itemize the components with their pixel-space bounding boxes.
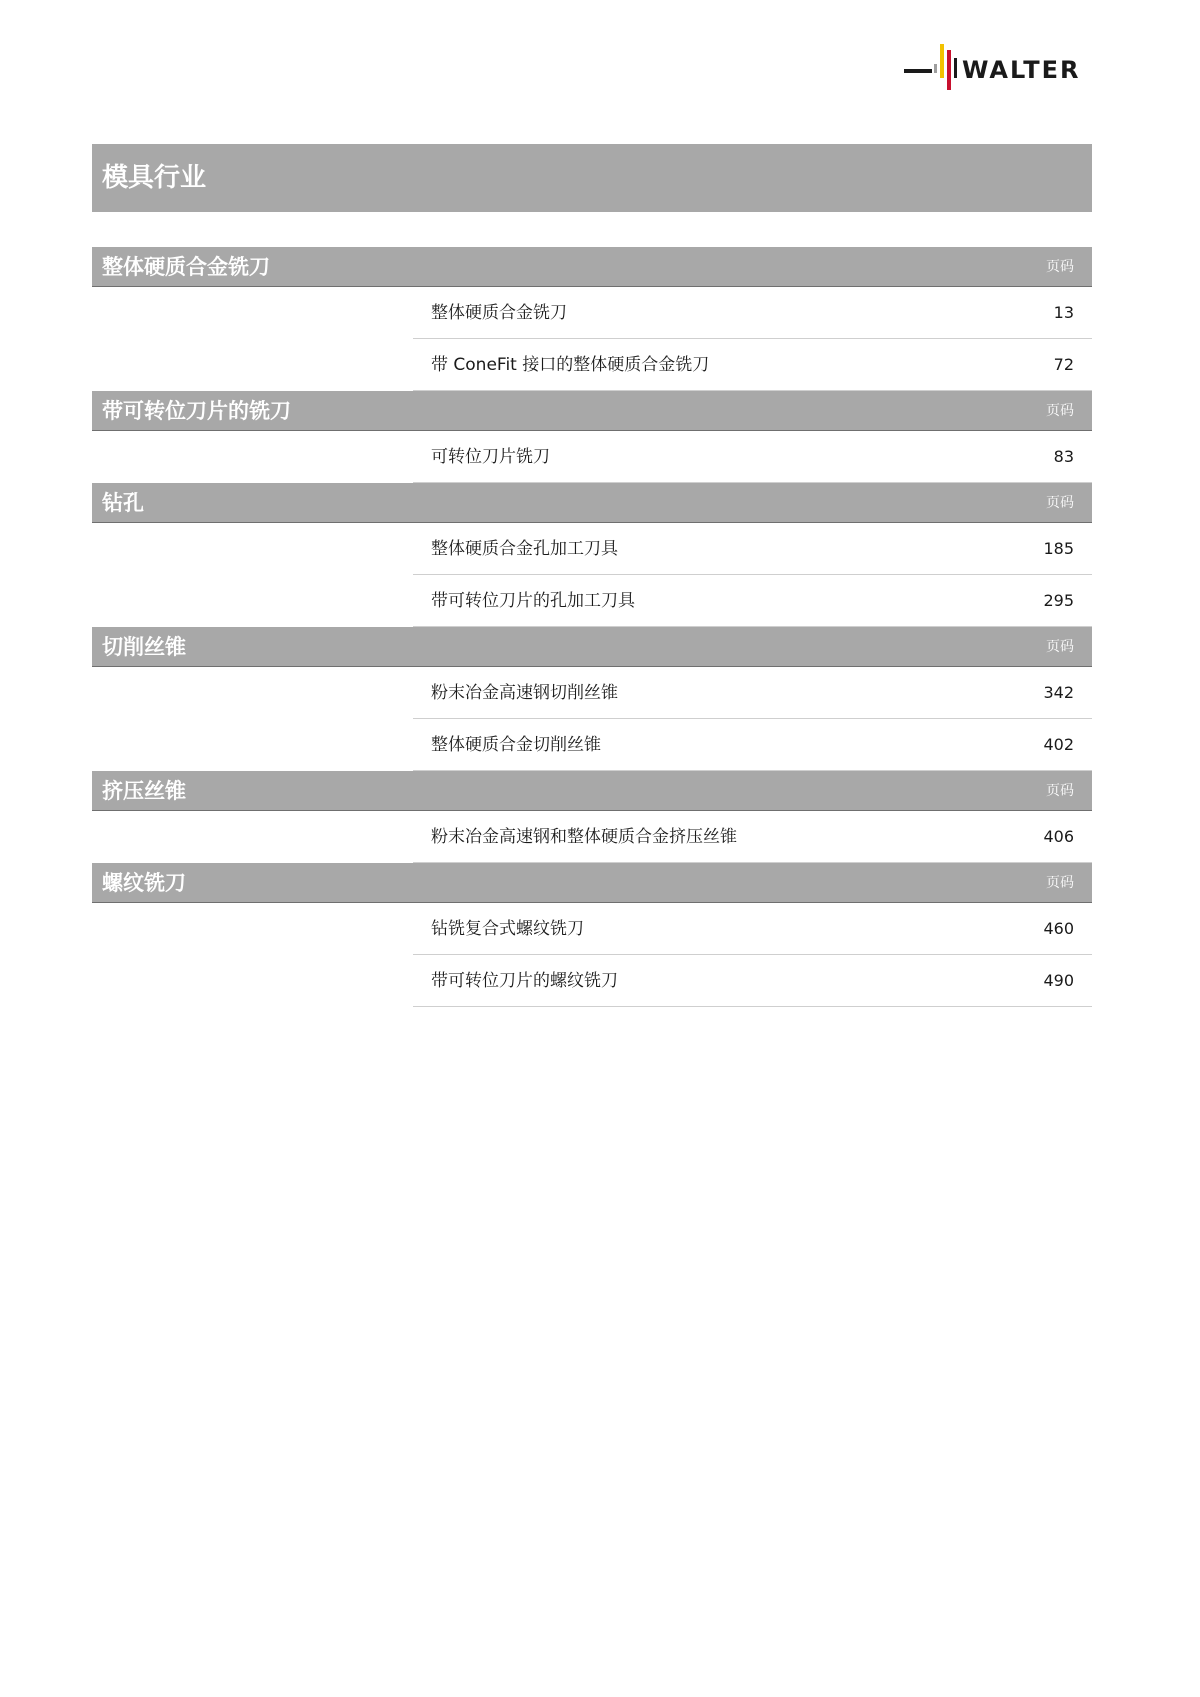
section-header [92, 863, 1092, 903]
entry-label: 带可转位刀片的孔加工刀具 [431, 591, 635, 611]
entry-label: 整体硬质合金铣刀 [431, 303, 567, 323]
entry-label: 粉末冶金高速钢切削丝锥 [431, 683, 618, 703]
entry-page-number: 295 [1043, 591, 1074, 610]
entry-page-number: 406 [1043, 827, 1074, 846]
toc-section [92, 627, 1092, 771]
entry-label: 整体硬质合金切削丝锥 [431, 735, 601, 755]
entry-label: 带可转位刀片的螺纹铣刀 [431, 971, 618, 991]
page-column-label: 页码 [1046, 259, 1074, 275]
section-header [92, 771, 1092, 811]
section-title: 整体硬质合金铣刀 [102, 255, 270, 279]
toc-section [92, 863, 1092, 1007]
page-column-label: 页码 [1046, 495, 1074, 511]
page-column-label: 页码 [1046, 403, 1074, 419]
entry-page-number: 185 [1043, 539, 1074, 558]
page-column-label: 页码 [1046, 875, 1074, 891]
toc-section [92, 391, 1092, 483]
page-title: 模具行业 [102, 163, 207, 193]
toc-entry[interactable] [413, 575, 1092, 627]
page-column-label: 页码 [1046, 783, 1074, 799]
section-title: 带可转位刀片的铣刀 [102, 399, 291, 423]
section-header [92, 391, 1092, 431]
toc-section [92, 247, 1092, 391]
walter-logo [904, 38, 1116, 100]
entry-page-number: 490 [1043, 971, 1074, 990]
toc-entry[interactable] [413, 339, 1092, 391]
entry-label: 钻铣复合式螺纹铣刀 [431, 919, 584, 939]
section-title: 切削丝锥 [102, 635, 186, 659]
toc-entry[interactable] [413, 523, 1092, 575]
entry-label: 粉末冶金高速钢和整体硬质合金挤压丝锥 [431, 827, 737, 847]
entry-page-number: 72 [1053, 355, 1074, 374]
toc-entry[interactable] [413, 955, 1092, 1007]
page-banner [92, 144, 1092, 212]
section-title: 螺纹铣刀 [102, 871, 186, 895]
toc-entry[interactable] [413, 667, 1092, 719]
brand-name: WALTER [962, 56, 1081, 84]
toc-entry[interactable] [413, 903, 1092, 955]
toc-entry[interactable] [413, 431, 1092, 483]
entry-label: 整体硬质合金孔加工刀具 [431, 539, 618, 559]
toc-section [92, 771, 1092, 863]
toc-entry[interactable] [413, 811, 1092, 863]
toc-entry[interactable] [413, 287, 1092, 339]
toc-entry[interactable] [413, 719, 1092, 771]
entry-page-number: 342 [1043, 683, 1074, 702]
entry-label: 带 ConeFit 接口的整体硬质合金铣刀 [431, 355, 710, 375]
section-header [92, 483, 1092, 523]
section-title: 钻孔 [102, 491, 144, 515]
section-title: 挤压丝锥 [102, 779, 186, 803]
entry-page-number: 460 [1043, 919, 1074, 938]
entry-label: 可转位刀片铣刀 [431, 447, 550, 467]
entry-page-number: 13 [1053, 303, 1074, 322]
toc-section [92, 483, 1092, 627]
walter-logo-icon [904, 38, 1116, 100]
page-column-label: 页码 [1046, 639, 1074, 655]
section-header [92, 627, 1092, 667]
table-of-contents [92, 247, 1092, 1007]
entry-page-number: 83 [1053, 447, 1074, 466]
entry-page-number: 402 [1043, 735, 1074, 754]
section-header [92, 247, 1092, 287]
